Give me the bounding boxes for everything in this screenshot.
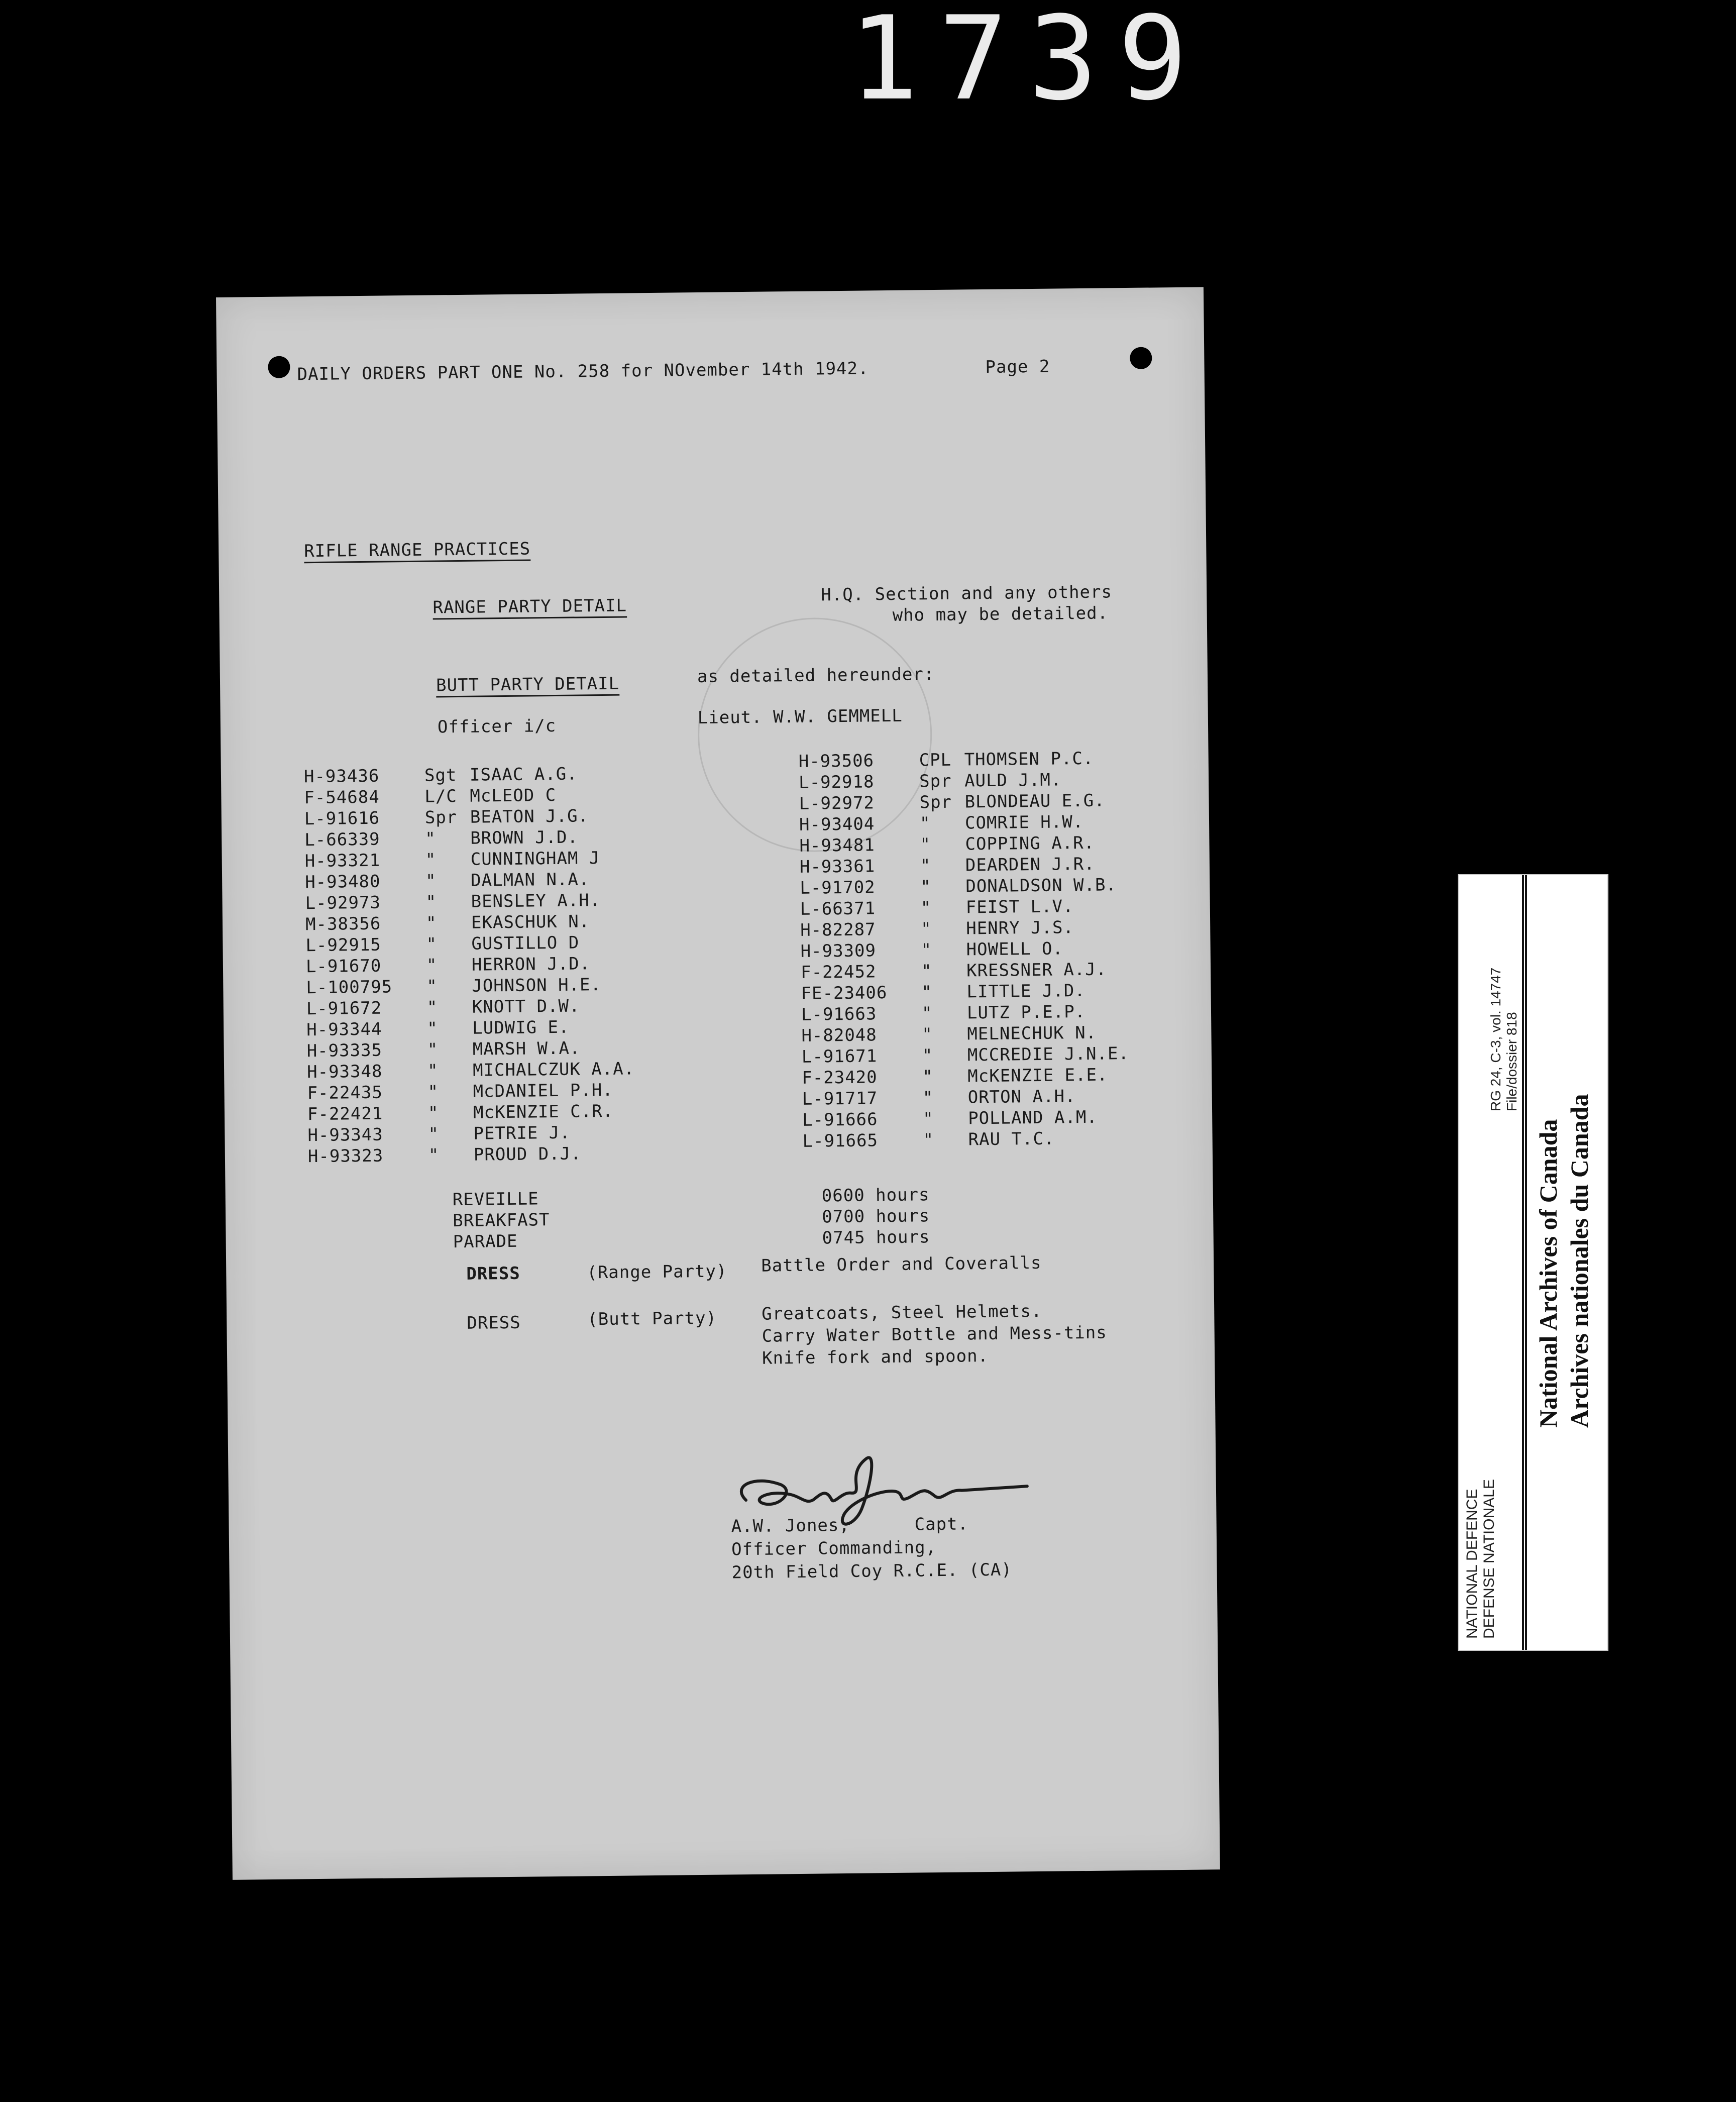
person-name: BROWN J.D. bbox=[470, 827, 579, 849]
person-name: BEATON J.G. bbox=[470, 806, 589, 827]
rank: " bbox=[428, 1145, 440, 1166]
person-name: COMRIE H.W. bbox=[964, 811, 1084, 833]
service-number: H-93348 bbox=[306, 1061, 383, 1083]
rank: " bbox=[920, 856, 931, 876]
rank: " bbox=[921, 919, 932, 939]
service-number: H-93480 bbox=[304, 871, 381, 893]
service-number: L-66371 bbox=[800, 898, 876, 919]
service-number: FE-23406 bbox=[801, 983, 888, 1004]
person-name: MICHALCZUK A.A. bbox=[472, 1059, 635, 1081]
rank: " bbox=[427, 1018, 438, 1039]
archives-en: National Archives of Canada bbox=[1534, 1119, 1562, 1428]
service-number: L-91616 bbox=[304, 808, 380, 829]
schedule-time: 0745 hours bbox=[822, 1227, 930, 1248]
person-name: HOWELL O. bbox=[966, 938, 1064, 960]
dept-fr: DEFENSE NATIONALE bbox=[1481, 1479, 1497, 1639]
service-number: F-22421 bbox=[307, 1103, 383, 1125]
service-number: H-93323 bbox=[307, 1145, 384, 1167]
list-item bbox=[307, 1100, 635, 1125]
person-name: AULD J.M. bbox=[964, 770, 1062, 791]
list-item bbox=[304, 784, 631, 808]
officer-label: Officer i/c bbox=[437, 715, 557, 738]
person-name: McLEOD C bbox=[470, 785, 557, 806]
rank: " bbox=[427, 1082, 439, 1102]
page-number: Page 2 bbox=[985, 356, 1050, 377]
label-divider bbox=[1522, 875, 1524, 1650]
frame-number: 1739 bbox=[849, 0, 1208, 126]
list-item bbox=[801, 1001, 1129, 1025]
list-item bbox=[799, 790, 1126, 814]
list-item bbox=[800, 937, 1128, 962]
list-item bbox=[304, 805, 632, 829]
service-number: H-93321 bbox=[304, 850, 381, 872]
butt-party-label: BUTT PARTY DETAIL bbox=[436, 673, 620, 696]
person-name: COPPING A.R. bbox=[965, 832, 1095, 855]
rank: " bbox=[425, 850, 437, 870]
list-item bbox=[801, 959, 1128, 983]
person-name: ISAAC A.G. bbox=[469, 764, 578, 785]
service-number: L-91672 bbox=[306, 998, 382, 1019]
archive-label bbox=[1458, 874, 1608, 1651]
dress2-party: (Butt Party) bbox=[587, 1308, 717, 1330]
rank: " bbox=[921, 961, 932, 982]
archives-fr: Archives nationales du Canada bbox=[1565, 1094, 1593, 1428]
list-item bbox=[305, 847, 632, 872]
list-item bbox=[306, 974, 633, 998]
list-item bbox=[801, 980, 1128, 1004]
person-name: McKENZIE E.E. bbox=[967, 1065, 1108, 1087]
section-title: RIFLE RANGE PRACTICES bbox=[304, 539, 531, 562]
list-item bbox=[800, 895, 1128, 920]
rank: " bbox=[427, 1039, 439, 1060]
rank: " bbox=[427, 1061, 439, 1081]
rank: CPL bbox=[919, 750, 952, 771]
label-divider bbox=[1525, 875, 1527, 1650]
rank: " bbox=[426, 934, 438, 955]
ref-line1: RG 24, C-3, vol. 14747 bbox=[1488, 967, 1503, 1111]
person-name: McDANIEL P.H. bbox=[473, 1080, 613, 1102]
rank: " bbox=[425, 828, 437, 849]
person-name: DALMAN N.A. bbox=[470, 869, 590, 891]
list-item bbox=[799, 748, 1126, 772]
rank: " bbox=[425, 892, 437, 912]
rank: " bbox=[921, 982, 933, 1003]
rank: " bbox=[426, 955, 438, 976]
list-item bbox=[802, 1064, 1129, 1089]
ref-line2: File/dossier 818 bbox=[1504, 1012, 1520, 1111]
service-number: L-91717 bbox=[802, 1088, 878, 1109]
service-number: H-93481 bbox=[799, 835, 875, 856]
service-number: L-92918 bbox=[798, 772, 875, 793]
rank: " bbox=[425, 913, 437, 933]
list-item bbox=[304, 763, 631, 787]
list-item bbox=[802, 1043, 1129, 1068]
list-item bbox=[306, 953, 633, 977]
service-number: H-93404 bbox=[799, 814, 875, 835]
rank: " bbox=[919, 813, 931, 834]
rank: " bbox=[428, 1124, 440, 1144]
service-number: H-82287 bbox=[800, 919, 876, 940]
person-name: PROUD D.J. bbox=[473, 1143, 582, 1165]
dress1-label: DRESS bbox=[466, 1263, 520, 1284]
punch-hole bbox=[268, 356, 290, 378]
rank: " bbox=[922, 1088, 934, 1108]
person-name: LUDWIG E. bbox=[472, 1017, 570, 1038]
person-name: LITTLE J.D. bbox=[966, 980, 1086, 1002]
list-item bbox=[306, 1016, 634, 1040]
rank: " bbox=[922, 1109, 934, 1129]
service-number: M-38356 bbox=[305, 913, 381, 935]
schedule-label: BREAKFAST bbox=[453, 1210, 550, 1231]
person-name: BLONDEAU E.G. bbox=[964, 790, 1105, 812]
list-item bbox=[304, 826, 632, 851]
schedule-item bbox=[453, 1226, 930, 1252]
signatory-rank: Capt. bbox=[914, 1514, 969, 1535]
range-party-line2: who may be detailed. bbox=[892, 603, 1109, 625]
service-number: H-93506 bbox=[798, 751, 875, 772]
service-number: F-54684 bbox=[304, 787, 380, 808]
person-name: DEARDEN J.R. bbox=[965, 854, 1095, 876]
rank: " bbox=[425, 871, 437, 891]
person-name: LUTZ P.E.P. bbox=[966, 1001, 1086, 1023]
service-number: F-22452 bbox=[800, 962, 877, 983]
dept-en: NATIONAL DEFENCE bbox=[1464, 1489, 1480, 1639]
person-name: GUSTILLO D bbox=[471, 932, 580, 954]
officer-value: Lieut. W.W. GEMMELL bbox=[697, 705, 903, 728]
document-header: DAILY ORDERS PART ONE No. 258 for NOvember 14th 1942. bbox=[297, 358, 869, 385]
list-item bbox=[305, 931, 633, 956]
rank: Spr bbox=[919, 771, 952, 792]
schedule-time: 0600 hours bbox=[821, 1185, 930, 1206]
schedule-label: REVEILLE bbox=[452, 1189, 539, 1210]
service-number: L-66339 bbox=[304, 829, 380, 851]
person-name: RAU T.C. bbox=[968, 1128, 1055, 1150]
schedule-time: 0700 hours bbox=[822, 1206, 930, 1227]
range-party-line1: H.Q. Section and any others bbox=[821, 582, 1113, 605]
list-item bbox=[305, 910, 633, 935]
list-item bbox=[307, 1079, 634, 1104]
dress2-label: DRESS bbox=[467, 1312, 521, 1333]
list-item bbox=[802, 1127, 1130, 1152]
rank: L/C bbox=[424, 786, 458, 807]
list-item bbox=[799, 832, 1127, 857]
service-number: H-93361 bbox=[799, 856, 876, 877]
schedule-list bbox=[453, 1184, 930, 1252]
dress2-line3: Knife fork and spoon. bbox=[762, 1346, 989, 1369]
rank: " bbox=[920, 898, 932, 918]
dress2-line2: Carry Water Bottle and Mess-tins bbox=[762, 1322, 1107, 1346]
person-name: FEIST L.V. bbox=[965, 896, 1074, 918]
butt-party-value: as detailed hereunder: bbox=[697, 664, 935, 687]
list-item bbox=[802, 1085, 1130, 1110]
rank: Spr bbox=[424, 807, 458, 828]
service-number: L-100795 bbox=[306, 977, 393, 998]
dress1-party: (Range Party) bbox=[587, 1261, 727, 1283]
person-name: KRESSNER A.J. bbox=[966, 959, 1107, 981]
dress2-line1: Greatcoats, Steel Helmets. bbox=[762, 1301, 1042, 1324]
person-name: KNOTT D.W. bbox=[472, 996, 580, 1017]
rank: " bbox=[426, 976, 438, 997]
rank: " bbox=[923, 1130, 934, 1150]
service-number: H-93344 bbox=[306, 1019, 382, 1040]
person-name: JOHNSON H.E. bbox=[472, 975, 602, 996]
dress1-value: Battle Order and Coveralls bbox=[761, 1252, 1042, 1276]
rank: " bbox=[426, 997, 438, 1018]
rank: Spr bbox=[919, 792, 952, 813]
list-item bbox=[305, 889, 632, 914]
service-number: L-91663 bbox=[801, 1004, 877, 1025]
service-number: L-92915 bbox=[305, 934, 382, 956]
range-party-label: RANGE PARTY DETAIL bbox=[432, 595, 627, 618]
document-page bbox=[216, 287, 1220, 1879]
list-item bbox=[305, 868, 632, 893]
rank: " bbox=[920, 834, 931, 855]
list-item bbox=[307, 1121, 635, 1146]
service-number: L-91702 bbox=[800, 877, 876, 898]
service-number: F-22435 bbox=[307, 1082, 383, 1104]
schedule-label: PARADE bbox=[453, 1231, 518, 1252]
person-name: MELNECHUK N. bbox=[967, 1022, 1097, 1044]
service-number: H-93436 bbox=[303, 766, 380, 787]
service-number: H-93309 bbox=[800, 940, 877, 962]
person-name: PETRIE J. bbox=[473, 1122, 571, 1144]
list-item bbox=[801, 1022, 1129, 1046]
list-item bbox=[307, 1058, 634, 1083]
rank: " bbox=[922, 1024, 933, 1045]
person-name: ORTON A.H. bbox=[967, 1086, 1076, 1108]
service-number: H-93335 bbox=[306, 1040, 383, 1062]
service-number: L-92972 bbox=[799, 793, 875, 814]
person-name: POLLAND A.M. bbox=[967, 1107, 1098, 1129]
person-name: BENSLEY A.H. bbox=[471, 890, 601, 912]
service-number: H-82048 bbox=[801, 1025, 877, 1046]
right-personnel-list bbox=[799, 748, 1130, 1152]
list-item bbox=[800, 853, 1127, 878]
punch-hole bbox=[1130, 347, 1152, 369]
list-item bbox=[308, 1142, 635, 1167]
left-personnel-list bbox=[304, 763, 635, 1167]
person-name: HENRY J.S. bbox=[966, 917, 1074, 939]
rank: " bbox=[922, 1067, 934, 1087]
signatory-title: Officer Commanding, bbox=[731, 1537, 937, 1560]
person-name: HERRON J.D. bbox=[471, 954, 591, 975]
service-number: F-23420 bbox=[802, 1067, 878, 1088]
signatory-unit: 20th Field Coy R.C.E. (CA) bbox=[731, 1559, 1013, 1583]
rank: " bbox=[921, 1003, 933, 1024]
service-number: L-91665 bbox=[802, 1130, 879, 1151]
rank: " bbox=[921, 940, 932, 961]
rank: " bbox=[427, 1103, 439, 1123]
list-item bbox=[306, 995, 634, 1019]
list-item bbox=[802, 1106, 1130, 1131]
person-name: MARSH W.A. bbox=[472, 1038, 581, 1060]
list-item bbox=[799, 769, 1126, 793]
list-item bbox=[306, 1037, 634, 1062]
service-number: L-91670 bbox=[305, 956, 382, 977]
person-name: MCCREDIE J.N.E. bbox=[967, 1043, 1130, 1066]
person-name: DONALDSON W.B. bbox=[965, 875, 1117, 897]
list-item bbox=[800, 874, 1127, 899]
service-number: L-91666 bbox=[802, 1109, 878, 1130]
person-name: THOMSEN P.C. bbox=[964, 748, 1094, 770]
rank: Sgt bbox=[424, 765, 457, 786]
service-number: L-91671 bbox=[801, 1046, 878, 1067]
service-number: L-92973 bbox=[305, 892, 381, 914]
rank: " bbox=[922, 1045, 933, 1066]
list-item bbox=[800, 916, 1128, 941]
signatory-name: A.W. Jones, bbox=[731, 1515, 850, 1537]
list-item bbox=[799, 811, 1127, 835]
person-name: EKASCHUK N. bbox=[471, 911, 590, 933]
person-name: McKENZIE C.R. bbox=[473, 1101, 614, 1123]
person-name: CUNNINGHAM J bbox=[470, 848, 600, 870]
service-number: H-93343 bbox=[307, 1124, 383, 1146]
rank: " bbox=[920, 877, 932, 897]
